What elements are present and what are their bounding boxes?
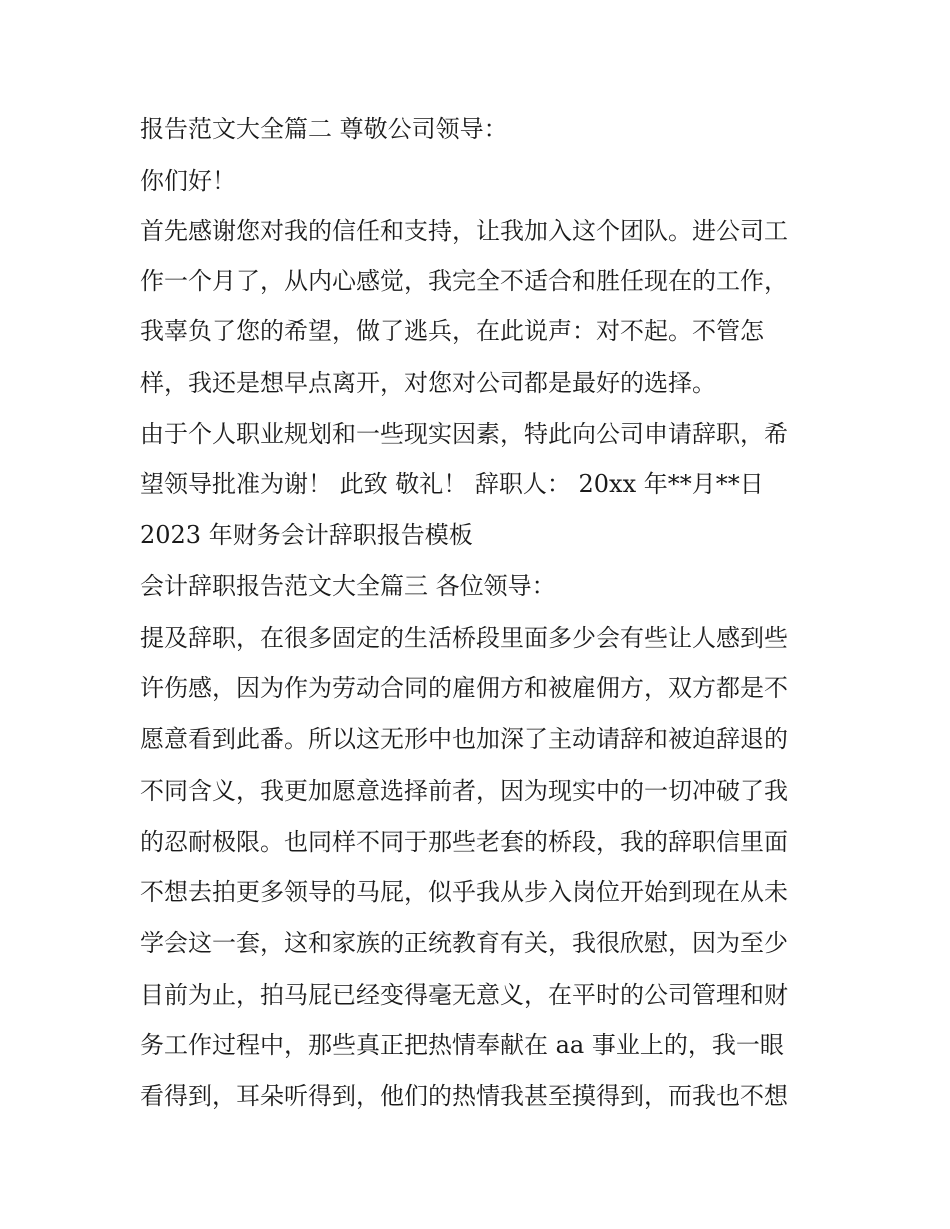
doc-line: 不同含义，我更加愿意选择前者，因为现实中的一切冲破了我 — [140, 777, 788, 805]
doc-line: 不想去拍更多领导的马屁，似乎我从步入岗位开始到现在从未 — [140, 878, 788, 906]
doc-line-title: 2023 年财务会计辞职报告模板 — [140, 521, 473, 549]
doc-line: 我辜负了您的希望，做了逃兵，在此说声：对不起。不管怎 — [140, 317, 764, 345]
doc-line: 提及辞职，在很多固定的生活桥段里面多少会有些让人感到些 — [140, 624, 788, 652]
doc-line: 学会这一套，这和家族的正统教育有关，我很欣慰，因为至少 — [140, 929, 788, 957]
doc-line-greeting: 你们好！ — [140, 167, 236, 195]
doc-line: 的忍耐极限。也同样不同于那些老套的桥段，我的辞职信里面 — [140, 828, 788, 856]
doc-line: 首先感谢您对我的信任和支持，让我加入这个团队。进公司工 — [140, 217, 788, 245]
doc-line-heading: 报告范文大全篇二 尊敬公司领导： — [140, 115, 508, 143]
doc-line: 样，我还是想早点离开，对您对公司都是最好的选择。 — [140, 369, 716, 397]
doc-line-heading: 会计辞职报告范文大全篇三 各位领导： — [140, 572, 556, 600]
doc-line: 目前为止，拍马屁已经变得毫无意义，在平时的公司管理和财 — [140, 981, 788, 1009]
doc-line: 由于个人职业规划和一些现实因素，特此向公司申请辞职，希 — [140, 420, 788, 448]
doc-line: 看得到，耳朵听得到，他们的热情我甚至摸得到，而我也不想 — [140, 1082, 788, 1110]
doc-line: 许伤感，因为作为劳动合同的雇佣方和被雇佣方，双方都是不 — [140, 674, 788, 702]
doc-line: 愿意看到此番。所以这无形中也加深了主动请辞和被迫辞退的 — [140, 725, 788, 753]
doc-line: 务工作过程中，那些真正把热情奉献在 aa 事业上的，我一眼 — [140, 1031, 784, 1059]
doc-line-signature: 望领导批准为谢！ 此致 敬礼！ 辞职人： 20xx 年**月**日 — [140, 470, 764, 498]
doc-line: 作一个月了，从内心感觉，我完全不适合和胜任现在的工作， — [140, 267, 788, 295]
